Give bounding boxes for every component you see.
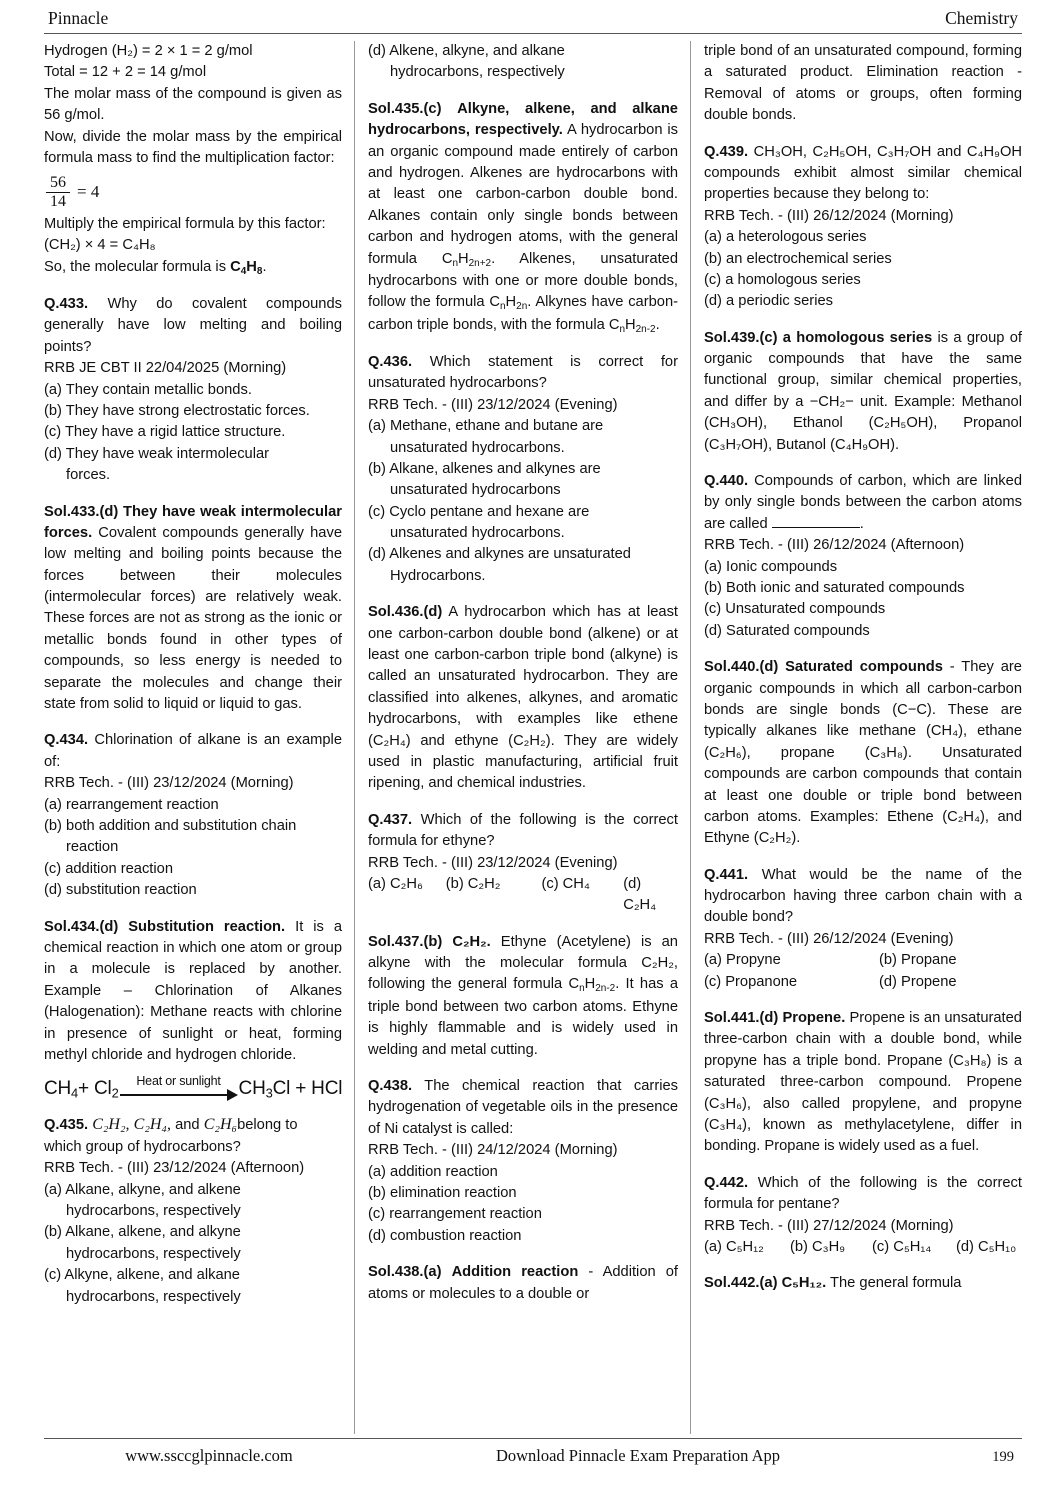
question-434	[44, 730, 342, 773]
sol438-explanation: - Addition of atoms or molecules to a double or	[368, 1264, 678, 1302]
q441-option-c[interactable]: (c) Propanone	[704, 973, 798, 990]
three-column-body	[44, 41, 1022, 1434]
sol434-answer: Substitution reaction.	[128, 918, 286, 935]
q433-exam-source: RRB JE CBT II 22/04/2025 (Morning)	[44, 360, 287, 377]
q436-option-d[interactable]: (d) Alkenes and alkynes are unsaturated	[368, 546, 631, 563]
sol441-label: Sol.441.(d)	[704, 1010, 779, 1027]
sol437-answer: C₂H₂.	[452, 933, 491, 950]
sol439-label: Sol.439.(c)	[704, 329, 778, 346]
reaction-arrow-icon	[120, 1072, 238, 1100]
q437-text: Which of the following is the correct formula for ethyne?	[368, 811, 678, 850]
fraction-denominator: 14	[46, 192, 70, 210]
q439-text: CH₃OH, C₂H₅OH, C₃H₇OH and C₄H₉OH compounds exhibit almost similar chemical properties because they belong to:	[704, 143, 1022, 203]
q442-text: Which of the following is the correct formula for pentane?	[704, 1174, 1022, 1213]
q442-exam-source: RRB Tech. - (III) 27/12/2024 (Morning)	[704, 1217, 954, 1234]
q433-text: Why do covalent compounds generally have low melting and boiling points?	[44, 296, 342, 355]
q435-option-c-continued: hydrocarbons, respectively	[66, 1288, 241, 1305]
q439-option-d[interactable]: (d) a periodic series	[704, 293, 833, 310]
q436-exam-source: RRB Tech. - (III) 23/12/2024 (Evening)	[368, 396, 618, 413]
q439-number: Q.439.	[704, 143, 749, 160]
solution-442	[704, 1273, 1022, 1294]
q434-exam-source: RRB Tech. - (III) 23/12/2024 (Morning)	[44, 775, 294, 792]
molar-mass-paragraph: The molar mass of the compound is given as 56 g/mol.	[44, 85, 342, 124]
fraction-result: = 4	[77, 181, 100, 201]
question-439	[704, 142, 1022, 206]
q434-option-c[interactable]: (c) addition reaction	[44, 860, 173, 877]
sol439-answer: a homologous series	[782, 329, 933, 346]
q436-option-c[interactable]: (c) Cyclo pentane and hexane are	[368, 503, 590, 520]
sol437-sub-n: n	[579, 983, 585, 995]
sol437-label: Sol.437.(b)	[368, 933, 443, 950]
solution-440	[704, 657, 1022, 850]
sol439-explanation: is a group of organic compounds that have the same functional group, similar chemical properties, and differ by a −CH₂− unit. Example: Methanol (CH₃OH), Ethanol (C₂H₅OH), Propanol (C₃H₇OH), Butanol (C₄H₉OH).	[704, 329, 1022, 453]
q436-number: Q.436.	[368, 353, 413, 370]
q436-option-b[interactable]: (b) Alkane, alkenes and alkynes are	[368, 460, 601, 477]
header-divider	[44, 33, 1022, 34]
q434-text: Chlorination of alkane is an example of:	[44, 732, 342, 770]
sol442-label: Sol.442.(a)	[704, 1275, 778, 1292]
question-433	[44, 294, 342, 358]
divide-paragraph: Now, divide the molar mass by the empirical formula mass to find the multiplication factor:	[44, 128, 342, 166]
q434-option-b-continued: reaction	[66, 839, 119, 856]
q440-option-d[interactable]: (d) Saturated compounds	[704, 622, 870, 639]
sol440-label: Sol.440.(d)	[704, 659, 779, 676]
question-442	[704, 1173, 1022, 1216]
q440-text: Compounds of carbon, which are linked by only single bonds between the carbon atoms are called	[704, 473, 1022, 532]
sol433-explanation: Covalent compounds generally have low melting and boiling points because the forces between their molecules (intermolecular forces) are relatively weak. These forces are not as strong as the ionic or metallic bonds found in other types of compounds, so less energy is needed to separate the molecules and change their state from solid to liquid or liquid to gas.	[44, 524, 342, 713]
sol435-explanation-3: . Alkynes have carbon-carbon triple bonds, with the formula C	[368, 294, 679, 333]
solution-434	[44, 917, 342, 1067]
q441-number: Q.441.	[704, 866, 749, 883]
q438-option-d[interactable]: (d) combustion reaction	[368, 1227, 522, 1244]
sol437-sub-2n2: 2n-2	[595, 983, 616, 995]
column-3	[690, 41, 1022, 1434]
sol440-explanation: - They are organic compounds in which all carbon-carbon bonds are single bonds (C−C). These are typically alkanes like methane (CH₄), ethane (C₂H₆), propane (C₃H₈). Unsaturated compounds are carbon compounds that contain at least one double or triple bond between carbon atoms. Examples: Ethene (C₂H₄), and Ethyne (C₂H₂).	[704, 659, 1022, 847]
q439-option-a[interactable]: (a) a heterologous series	[704, 229, 867, 246]
sol435-period: .	[655, 316, 660, 333]
sol435-sub-n1: n	[452, 257, 458, 269]
q440-blank	[772, 527, 860, 528]
q435-exam-source: RRB Tech. - (III) 23/12/2024 (Afternoon)	[44, 1160, 305, 1177]
q441-text: What would be the name of the hydrocarbon having three carbon chain with a double bond?	[704, 866, 1022, 926]
sol435-answer: Alkyne, alkene, and alkane hydrocarbons, respectively.	[368, 100, 678, 139]
sol437-h: H	[584, 976, 596, 993]
sol435-sub-2n2: 2n+2	[468, 257, 492, 269]
sol435-sub-2n: 2n	[516, 301, 528, 313]
header-right-title: Chemistry	[945, 8, 1018, 28]
q442-options-row	[704, 1237, 1022, 1258]
multiply-paragraph: Multiply the empirical formula by this factor:	[44, 215, 326, 232]
q434-option-d[interactable]: (d) substitution reaction	[44, 882, 197, 899]
sol435-label: Sol.435.(c)	[368, 100, 442, 117]
q437-option-d[interactable]: (d) C₂H₄	[623, 875, 657, 914]
solution-437	[368, 932, 678, 1061]
q437-exam-source: RRB Tech. - (III) 23/12/2024 (Evening)	[368, 854, 618, 871]
fraction-56-over-14	[46, 174, 342, 210]
sol436-explanation: A hydrocarbon which has at least one carbon-carbon double bond (alkene) or at least one carbon-carbon triple bond (alkyne) is called an unsaturated hydrocarbon. They are classified into alkenes, alkynes, and aromatic hydrocarbons, with examples like ethene (C₂H₄) and ethyne (C₂H₂). They are widely used in plastic manufacturing, artificial fruit ripening, and chemical industries.	[368, 604, 678, 792]
hydrogen-mass-line: Hydrogen (H₂) = 2 × 1 = 2 g/mol	[44, 43, 253, 59]
q436-option-a[interactable]: (a) Methane, ethane and butane are	[368, 418, 604, 435]
q438-text: The chemical reaction that carries hydrogenation of vegetable oils in the presence of Ni catalyst is called:	[368, 1078, 678, 1137]
question-438	[368, 1076, 678, 1140]
q435-number: Q.435.	[44, 1117, 89, 1134]
q436-option-b-continued: unsaturated hydrocarbons	[390, 482, 561, 499]
sol433-answer: They have weak intermolecular forces.	[44, 503, 342, 541]
q438-option-c[interactable]: (c) rearrangement reaction	[368, 1206, 542, 1223]
q437-option-c[interactable]: (c) CH₄	[541, 875, 590, 892]
solution-438	[368, 1262, 678, 1305]
q435-option-a[interactable]: (a) Alkane, alkyne, and alkene	[44, 1181, 241, 1198]
column-1	[44, 41, 354, 1434]
sol433-label: Sol.433.(d)	[44, 503, 119, 520]
q437-number: Q.437.	[368, 811, 413, 828]
q440-option-b[interactable]: (b) Both ionic and saturated compounds	[704, 579, 965, 596]
sol438-label: Sol.438.(a)	[368, 1264, 442, 1281]
page-header	[44, 8, 1022, 33]
q435-option-d[interactable]: (d) Alkene, alkyne, and alkane	[368, 43, 565, 59]
q435-option-a-continued: hydrocarbons, respectively	[66, 1203, 241, 1220]
ch2-times-4-line: (CH₂) × 4 = C₄H₈	[44, 237, 156, 254]
q438-option-a[interactable]: (a) addition reaction	[368, 1163, 498, 1180]
q436-text: Which statement is correct for unsaturated hydrocarbons?	[368, 353, 678, 392]
q435-tail: belong to	[237, 1117, 298, 1134]
sol435-sub-2n3: 2n-2	[635, 323, 656, 335]
footer-website[interactable]: www.ssccglpinnacle.com	[125, 1446, 293, 1465]
solution-433	[44, 502, 342, 716]
q442-option-b[interactable]: (b) C₃H₉	[790, 1238, 846, 1255]
sol435-sub-n2: n	[499, 301, 506, 313]
q442-number: Q.442.	[704, 1174, 749, 1191]
question-441	[704, 865, 1022, 929]
question-437	[368, 810, 678, 853]
q441-options-row-2	[704, 972, 1022, 993]
q433-option-d-continued: forces.	[66, 467, 111, 484]
q440-option-a[interactable]: (a) Ionic compounds	[704, 558, 838, 575]
q441-exam-source: RRB Tech. - (III) 26/12/2024 (Evening)	[704, 930, 954, 947]
page-footer	[44, 1439, 1022, 1466]
q435-formula-3: C₂H₆	[203, 1116, 238, 1134]
molecular-formula-value: $C_4H_8$	[230, 258, 263, 277]
sol441-explanation: Propene is an unsaturated three-carbon chain with a double bond, while propyne has a triple bond. Propane (C₃H₈) is a saturated three-carbon compound. Propene (C₃H₆), also called propylene, and propyne (C₃H₄), known as methylacetylene, differ in bonding. Propane is widely used as a fuel.	[704, 1010, 1022, 1155]
equation-products: $CH_3Cl$ + HCl	[238, 1078, 343, 1101]
q437-option-b[interactable]: (b) C₂H₂	[445, 875, 501, 892]
q434-option-b[interactable]: (b) both addition and substitution chain	[44, 817, 297, 834]
q435-formula-2: C₂H₄,	[133, 1116, 171, 1134]
q440-option-c[interactable]: (c) Unsaturated compounds	[704, 601, 886, 618]
q442-option-c[interactable]: (c) C₅H₁₄	[872, 1238, 932, 1255]
sol442-explanation: The general formula	[830, 1275, 962, 1292]
solution-436	[368, 602, 678, 795]
equation-reactants: $CH_4+ Cl_2$	[44, 1078, 119, 1101]
sol437-explanation-2: . It has a triple bond between two carbon atoms. Ethyne is highly flammable and is widely used in welding and metal cutting.	[368, 976, 678, 1058]
sol438-answer: Addition reaction	[451, 1264, 579, 1281]
q441-option-d[interactable]: (d) Propene	[879, 973, 957, 990]
molecular-formula-line: So, the molecular formula is $C_4H_8$.	[44, 258, 267, 277]
sol434-label: Sol.434.(d)	[44, 918, 119, 935]
question-440	[704, 471, 1022, 535]
q440-text-end: .	[859, 515, 864, 532]
question-436	[368, 352, 678, 395]
question-435	[44, 1113, 342, 1136]
reaction-condition-label: Heat or sunlight	[136, 1074, 221, 1089]
q433-number: Q.433.	[44, 296, 89, 312]
column-2	[354, 41, 690, 1434]
q440-exam-source: RRB Tech. - (III) 26/12/2024 (Afternoon)	[704, 537, 965, 554]
sol440-answer: Saturated compounds	[785, 659, 943, 676]
q435-option-b[interactable]: (b) Alkane, alkene, and alkyne	[44, 1224, 241, 1241]
chlorination-reaction-equation	[44, 1072, 342, 1103]
q435-formula-1: C₂H₂,	[92, 1116, 130, 1134]
solution-435	[368, 99, 678, 337]
page	[44, 8, 1022, 1492]
footer-page-number: 199	[992, 1449, 1014, 1465]
q436-option-a-continued: unsaturated hydrocarbons.	[390, 439, 565, 456]
q438-number: Q.438.	[368, 1078, 413, 1094]
solution-438-continued: triple bond of an unsaturated compound, forming a saturated product. Elimination reaction - Removal of atoms or groups, often forming double bonds.	[704, 43, 1022, 124]
sol441-answer: Propene.	[782, 1010, 846, 1027]
q439-exam-source: RRB Tech. - (III) 26/12/2024 (Morning)	[704, 207, 954, 224]
q442-option-d[interactable]: (d) C₅H₁₀	[956, 1238, 1017, 1255]
q439-option-c[interactable]: (c) a homologous series	[704, 271, 861, 288]
solution-441	[704, 1008, 1022, 1158]
q436-option-c-continued: unsaturated hydrocarbons.	[390, 525, 565, 542]
sol436-label: Sol.436.(d)	[368, 604, 443, 621]
sol437-explanation-1: Ethyne (Acetylene) is an alkyne with the molecular formula C₂H₂, following the general formula C	[368, 933, 678, 993]
q438-option-b[interactable]: (b) elimination reaction	[368, 1184, 517, 1201]
sol435-h1: H	[458, 250, 469, 267]
sol435-sub-n3: n	[619, 323, 626, 335]
header-left-title: Pinnacle	[48, 8, 109, 28]
total-mass-line: Total = 12 + 2 = 14 g/mol	[44, 64, 207, 81]
q436-option-d-continued: Hydrocarbons.	[390, 567, 486, 584]
q435-option-d-continued: hydrocarbons, respectively	[390, 64, 565, 81]
q433-option-a[interactable]: (a) They contain metallic bonds.	[44, 381, 252, 398]
q435-and: and	[175, 1117, 200, 1134]
q435-text-line2: which group of hydrocarbons?	[44, 1138, 241, 1155]
solution-439	[704, 328, 1022, 456]
q433-option-d[interactable]: (d) They have weak intermolecular	[44, 445, 270, 462]
q435-option-b-continued: hydrocarbons, respectively	[66, 1245, 241, 1262]
footer-app-promo: Download Pinnacle Exam Preparation App	[495, 1446, 781, 1465]
sol435-h3: H	[625, 316, 636, 333]
fraction-numerator: 56	[50, 174, 66, 192]
q440-number: Q.440.	[704, 473, 749, 490]
sol434-explanation: It is a chemical reaction in which one atom or group in a molecule is replaced by another. Example – Chlorination of Alkanes (Halogenation): Methane reacts with chlorine in presence of sunlight or heat, forming methyl chloride and hydrogen chloride.	[44, 918, 342, 1063]
q437-option-a[interactable]: (a) C₂H₆	[368, 875, 423, 892]
q442-option-a[interactable]: (a) C₅H₁₂	[704, 1238, 764, 1255]
sol435-h2: H	[505, 294, 517, 311]
q438-exam-source: RRB Tech. - (III) 24/12/2024 (Morning)	[368, 1142, 618, 1159]
q434-option-a[interactable]: (a) rearrangement reaction	[44, 796, 219, 813]
q441-option-a[interactable]: (a) Propyne	[704, 952, 781, 969]
sol435-explanation-1: A hydrocarbon is an organic compound made entirely of carbon and hydrogen. Alkenes are hydrocarbons with at least one carbon-carbon double bond. Alkanes contain only single bonds between carbon and hydrogen atoms, with the general formula C	[368, 122, 679, 267]
q433-option-c[interactable]: (c) They have a rigid lattice structure.	[44, 424, 286, 441]
q435-option-c[interactable]: (c) Alkyne, alkene, and alkane	[44, 1267, 240, 1284]
q433-option-b[interactable]: (b) They have strong electrostatic forces.	[44, 402, 310, 419]
q434-number: Q.434.	[44, 732, 89, 749]
q437-options-row	[368, 874, 678, 917]
sol442-answer: C₅H₁₂.	[781, 1275, 827, 1292]
sol435-explanation-2: . Alkenes, unsaturated hydrocarbons with one or more double bonds, follow the formula C	[368, 250, 678, 311]
q439-option-b[interactable]: (b) an electrochemical series	[704, 250, 892, 267]
q441-option-b[interactable]: (b) Propane	[879, 952, 957, 969]
q441-options-row-1	[704, 950, 1022, 971]
